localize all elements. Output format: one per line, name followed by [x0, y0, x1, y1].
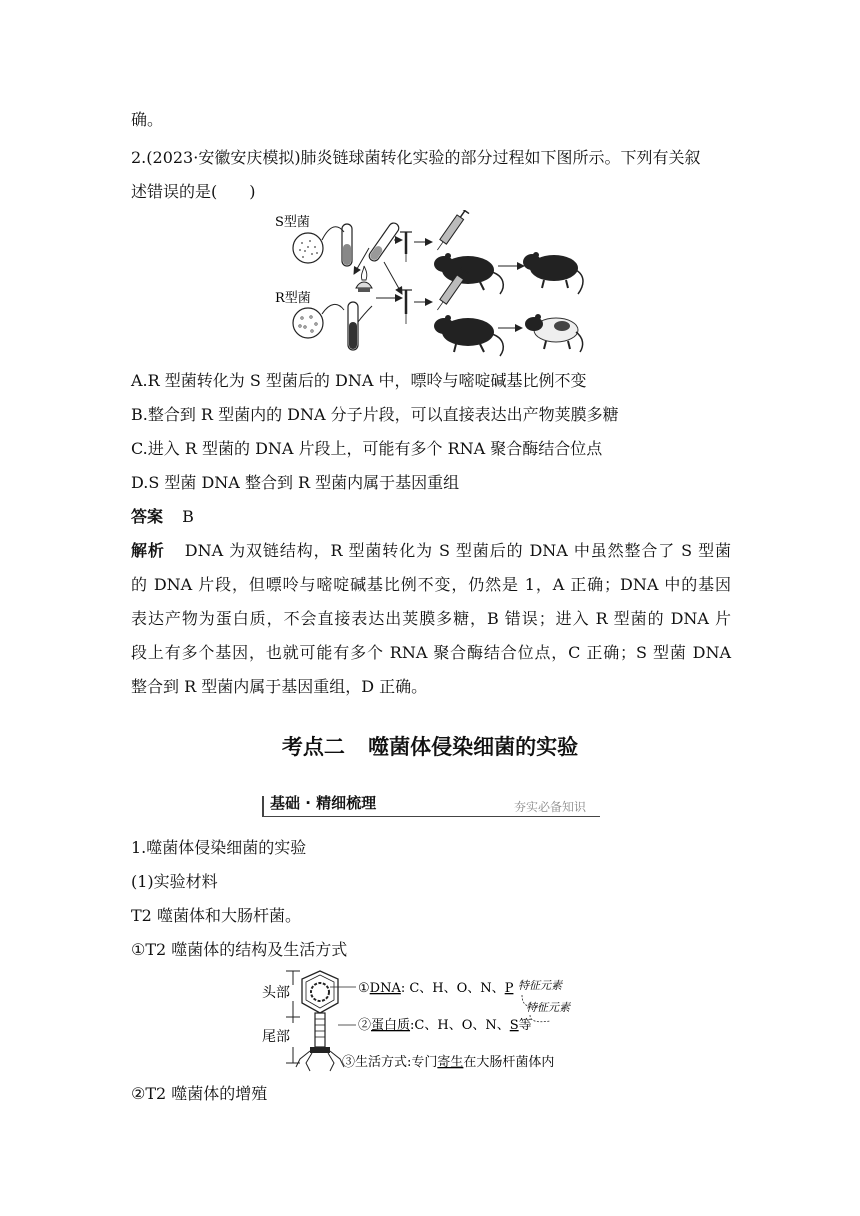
badge-title: 基础 · 精细梳理: [270, 794, 377, 812]
mouse-bottom-result: [525, 314, 583, 352]
syringe-small-top: [400, 232, 412, 262]
syringe-large-top: [433, 210, 469, 253]
answer-value: B: [182, 507, 194, 526]
tail-label: 尾部: [262, 1029, 290, 1045]
analysis-text: DNA 为双链结构，R 型菌转化为 S 型菌后的 DNA 中虽然整合了 S 型菌: [184, 541, 731, 560]
syringe-small-bottom: [400, 290, 412, 324]
tilted-test-tube: [367, 221, 400, 263]
text-line: 确。: [131, 110, 164, 129]
s-strain-label: S型菌: [275, 215, 310, 230]
section-badge: [258, 791, 600, 819]
section-heading: [0, 731, 860, 761]
mouse-bottom-injected: [434, 315, 503, 356]
s-culture-dish: [293, 233, 323, 263]
r-culture-dish: [293, 308, 323, 338]
section-title: 噬菌体侵染细菌的实验: [368, 735, 579, 759]
transformation-experiment-figure: [272, 210, 592, 365]
lifestyle-row: ③生活方式:专门寄生在大肠杆菌体内: [342, 1055, 555, 1070]
protein-row: ②蛋白质:C、H、O、N、S等: [358, 1018, 532, 1033]
analysis-line-3: 表达产物为蛋白质，不会直接表达出荚膜多糖，B 错误；进入 R 型菌的 DNA 片: [131, 609, 731, 628]
head-label: 头部: [262, 985, 290, 1001]
r-strain-label: R型菌: [275, 291, 311, 306]
answer: [131, 507, 194, 527]
option-c: C.进入 R 型菌的 DNA 片段上，可能有多个 RNA 聚合酶结合位点: [131, 439, 603, 458]
mouse-top-result: [523, 252, 583, 294]
alcohol-burner: [356, 266, 372, 292]
subsection-item: ①T2 噬菌体的结构及生活方式: [131, 940, 348, 959]
option-b: B.整合到 R 型菌内的 DNA 分子片段，可以直接表达出产物荚膜多糖: [131, 405, 619, 424]
analysis-line-1: [131, 541, 731, 561]
section-number: 考点二: [281, 735, 345, 759]
analysis-line-5: 整合到 R 型菌内属于基因重组，D 正确。: [131, 677, 428, 696]
analysis-label: 解析: [131, 541, 165, 560]
dna-row: ①DNA: C、H、O、N、P: [358, 981, 514, 996]
subsection-item: ②T2 噬菌体的增殖: [131, 1084, 268, 1103]
phage-tail: [296, 1013, 344, 1071]
option-d: D.S 型菌 DNA 整合到 R 型菌内属于基因重组: [131, 473, 460, 492]
question-stem-cont: 述错误的是( ): [131, 182, 256, 201]
subsection-title: 1.噬菌体侵染细菌的实验: [131, 838, 307, 857]
badge-subtitle: 夯实必备知识: [513, 800, 586, 814]
answer-label: 答案: [131, 507, 164, 526]
analysis-line-2: 的 DNA 片段，但嘌呤与嘧啶碱基比例不变，仍然是 1，A 正确；DNA 中的基因: [131, 575, 731, 594]
badge-rule: [262, 816, 600, 817]
dna-note: 特征元素: [518, 979, 562, 992]
text-line: T2 噬菌体和大肠杆菌。: [131, 906, 301, 925]
badge-tick: [262, 796, 264, 816]
analysis-line-4: 段上有多个基因，也就可能有多个 RNA 聚合酶结合位点，C 正确；S 型菌 DNA: [131, 643, 731, 662]
question-stem: 2.(2023·安徽安庆模拟)肺炎链球菌转化实验的部分过程如下图所示。下列有关叙: [131, 148, 701, 167]
phage-head: [302, 971, 338, 1013]
protein-note: 特征元素: [526, 1001, 570, 1014]
t2-phage-structure-figure: [260, 967, 610, 1075]
option-a: A.R 型菌转化为 S 型菌后的 DNA 中，嘌呤与嘧啶碱基比例不变: [131, 371, 587, 390]
subsection-item: (1)实验材料: [131, 872, 218, 891]
